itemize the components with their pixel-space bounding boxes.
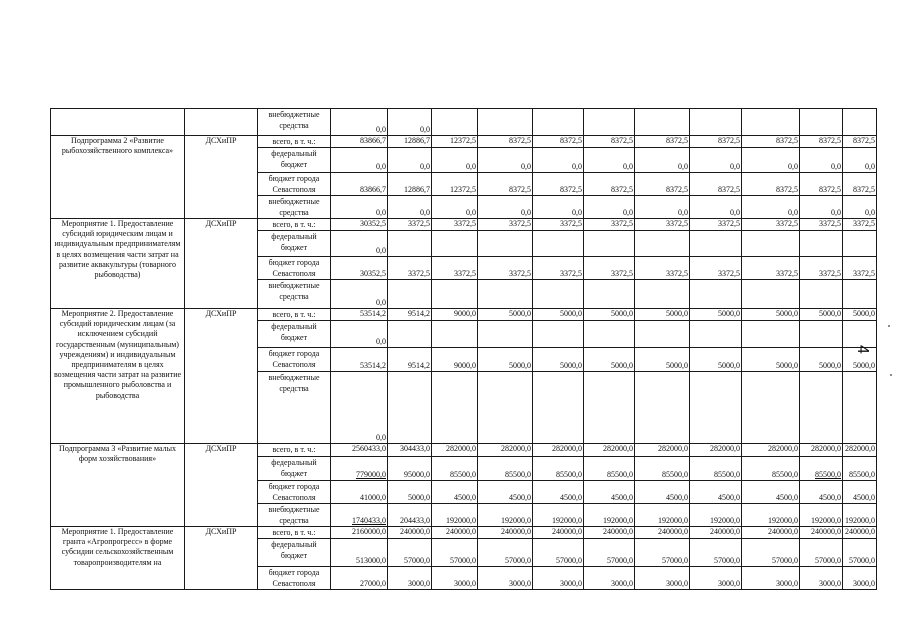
amount-cell: 4500,0 <box>843 481 877 504</box>
amount-cell <box>800 321 843 348</box>
amount-cell: 12886,7 <box>388 136 432 148</box>
amount-cell: 5000,0 <box>635 309 690 321</box>
amount-cell <box>388 231 432 257</box>
amount-cell: 3372,5 <box>432 257 478 280</box>
amount-cell: 8372,5 <box>742 136 800 148</box>
amount-cell: 0,0 <box>533 196 584 219</box>
amount-cell: 4500,0 <box>533 481 584 504</box>
amount-cell <box>800 372 843 444</box>
amount-cell: 282000,0 <box>690 444 742 457</box>
amount-cell: 5000,0 <box>533 309 584 321</box>
funding-source-cell: внебюджетные средства <box>258 280 331 309</box>
amount-cell: 0,0 <box>478 148 533 173</box>
amount-cell <box>690 321 742 348</box>
amount-cell: 85500,0 <box>742 457 800 481</box>
amount-cell: 3372,5 <box>635 219 690 231</box>
amount-cell: 3372,5 <box>800 219 843 231</box>
amount-cell <box>533 109 584 136</box>
amount-cell: 3000,0 <box>432 567 478 590</box>
amount-cell: 8372,5 <box>533 136 584 148</box>
amount-cell <box>432 231 478 257</box>
amount-cell: 3372,5 <box>533 257 584 280</box>
amount-cell: 192000,0 <box>432 504 478 527</box>
amount-cell <box>742 321 800 348</box>
funding-source-cell: внебюджетные средства <box>258 504 331 527</box>
amount-cell: 0,0 <box>388 148 432 173</box>
amount-cell: 1740433,0 <box>331 504 388 527</box>
table-row <box>51 109 877 136</box>
amount-cell: 27000,0 <box>331 567 388 590</box>
amount-cell: 3372,5 <box>800 257 843 280</box>
amount-cell <box>584 109 635 136</box>
table-row <box>51 219 877 231</box>
funding-source-cell: федеральный бюджет <box>258 457 331 481</box>
amount-cell: 5000,0 <box>843 348 877 372</box>
amount-cell: 5000,0 <box>533 348 584 372</box>
amount-cell: 4500,0 <box>432 481 478 504</box>
amount-cell: 41000,0 <box>331 481 388 504</box>
amount-cell: 0,0 <box>331 280 388 309</box>
funding-source-cell: всего, в т. ч.: <box>258 309 331 321</box>
amount-cell: 57000,0 <box>584 539 635 567</box>
funding-source-cell: бюджет города Севастополя <box>258 348 331 372</box>
amount-cell: 0,0 <box>690 148 742 173</box>
amount-cell: 3372,5 <box>584 219 635 231</box>
budget-table <box>50 108 877 590</box>
amount-cell: 5000,0 <box>584 309 635 321</box>
amount-cell <box>843 321 877 348</box>
amount-cell <box>635 109 690 136</box>
responsible-cell: ДСХиПР <box>185 309 258 444</box>
amount-cell: 0,0 <box>800 196 843 219</box>
amount-cell <box>533 280 584 309</box>
amount-cell <box>388 321 432 348</box>
amount-cell <box>584 321 635 348</box>
amount-cell <box>533 231 584 257</box>
amount-cell: 0,0 <box>331 372 388 444</box>
amount-cell: 9000,0 <box>432 348 478 372</box>
amount-cell: 3372,5 <box>690 219 742 231</box>
amount-cell: 9514,2 <box>388 348 432 372</box>
amount-cell: 57000,0 <box>635 539 690 567</box>
funding-source-cell: всего, в т. ч.: <box>258 219 331 231</box>
amount-cell: 30352,5 <box>331 219 388 231</box>
amount-cell: 3372,5 <box>635 257 690 280</box>
amount-cell <box>533 321 584 348</box>
amount-cell: 0,0 <box>635 148 690 173</box>
amount-cell: 240000,0 <box>432 527 478 539</box>
amount-cell: 0,0 <box>388 196 432 219</box>
amount-cell: 3000,0 <box>533 567 584 590</box>
amount-cell: 240000,0 <box>843 527 877 539</box>
amount-cell: 85500,0 <box>584 457 635 481</box>
amount-cell: 3000,0 <box>690 567 742 590</box>
amount-cell: 8372,5 <box>533 173 584 196</box>
amount-cell: 8372,5 <box>742 173 800 196</box>
amount-cell: 3000,0 <box>742 567 800 590</box>
amount-cell: 3372,5 <box>388 219 432 231</box>
amount-cell: 4500,0 <box>690 481 742 504</box>
amount-cell: 85500,0 <box>843 457 877 481</box>
amount-cell: 8372,5 <box>635 173 690 196</box>
amount-cell: 9514,2 <box>388 309 432 321</box>
amount-cell: 513000,0 <box>331 539 388 567</box>
table-row <box>51 527 877 539</box>
amount-cell: 240000,0 <box>478 527 533 539</box>
amount-cell: 192000,0 <box>800 504 843 527</box>
amount-cell: 8372,5 <box>478 136 533 148</box>
amount-cell <box>843 109 877 136</box>
amount-cell <box>432 280 478 309</box>
amount-cell: 282000,0 <box>742 444 800 457</box>
amount-cell: 192000,0 <box>533 504 584 527</box>
amount-cell: 204433,0 <box>388 504 432 527</box>
amount-cell <box>478 321 533 348</box>
amount-cell: 85500,0 <box>635 457 690 481</box>
amount-cell: 192000,0 <box>478 504 533 527</box>
amount-cell: 240000,0 <box>690 527 742 539</box>
amount-cell: 5000,0 <box>478 348 533 372</box>
measure-name-cell: Подпрограмма 3 «Развитие малых форм хозяйствования» <box>51 444 185 527</box>
amount-cell: 8372,5 <box>635 136 690 148</box>
amount-cell: 5000,0 <box>800 348 843 372</box>
amount-cell: 95000,0 <box>388 457 432 481</box>
amount-cell: 282000,0 <box>635 444 690 457</box>
amount-cell: 85500,0 <box>533 457 584 481</box>
funding-source-cell: всего, в т. ч.: <box>258 527 331 539</box>
amount-cell: 5000,0 <box>690 348 742 372</box>
amount-cell: 12372,5 <box>432 173 478 196</box>
amount-cell: 192000,0 <box>843 504 877 527</box>
amount-cell: 8372,5 <box>800 136 843 148</box>
amount-cell <box>742 231 800 257</box>
amount-cell <box>432 321 478 348</box>
amount-cell: 8372,5 <box>584 136 635 148</box>
amount-cell <box>478 280 533 309</box>
funding-source-cell: федеральный бюджет <box>258 539 331 567</box>
amount-cell: 4500,0 <box>478 481 533 504</box>
amount-cell: 8372,5 <box>478 173 533 196</box>
amount-cell: 3372,5 <box>843 257 877 280</box>
funding-source-cell: бюджет города Севастополя <box>258 481 331 504</box>
amount-cell: 5000,0 <box>388 481 432 504</box>
amount-cell: 8372,5 <box>584 173 635 196</box>
amount-cell: 2560433,0 <box>331 444 388 457</box>
amount-cell: 4500,0 <box>800 481 843 504</box>
amount-cell: 240000,0 <box>635 527 690 539</box>
amount-cell <box>800 109 843 136</box>
funding-source-cell: федеральный бюджет <box>258 231 331 257</box>
amount-cell: 0,0 <box>690 196 742 219</box>
amount-cell <box>432 372 478 444</box>
amount-cell: 57000,0 <box>388 539 432 567</box>
amount-cell: 30352,5 <box>331 257 388 280</box>
amount-cell <box>584 280 635 309</box>
amount-cell: 0,0 <box>432 148 478 173</box>
amount-cell: 12372,5 <box>432 136 478 148</box>
page-number: 4 <box>854 345 871 354</box>
amount-cell: 0,0 <box>584 196 635 219</box>
amount-cell: 3372,5 <box>432 219 478 231</box>
measure-name-cell: Мероприятие 1. Предоставление субсидий юридическим лицам и индивидуальным предпринимателям в целях возмещения части затрат на развитие аквакультуры (товарного рыбоводства) <box>51 219 185 309</box>
amount-cell <box>635 231 690 257</box>
amount-cell: 83866,7 <box>331 173 388 196</box>
amount-cell: 240000,0 <box>800 527 843 539</box>
amount-cell: 240000,0 <box>742 527 800 539</box>
amount-cell <box>635 280 690 309</box>
amount-cell: 3372,5 <box>478 219 533 231</box>
amount-cell: 8372,5 <box>843 173 877 196</box>
responsible-cell: ДСХиПР <box>185 219 258 309</box>
amount-cell: 2160000,0 <box>331 527 388 539</box>
amount-cell: 3372,5 <box>843 219 877 231</box>
amount-cell: 8372,5 <box>690 136 742 148</box>
amount-cell <box>690 231 742 257</box>
amount-cell: 282000,0 <box>584 444 635 457</box>
amount-cell <box>742 109 800 136</box>
amount-cell: 0,0 <box>800 148 843 173</box>
amount-cell: 0,0 <box>331 231 388 257</box>
amount-cell: 0,0 <box>742 196 800 219</box>
funding-source-cell: всего, в т. ч.: <box>258 136 331 148</box>
amount-cell: 4500,0 <box>742 481 800 504</box>
amount-cell <box>690 280 742 309</box>
amount-cell: 57000,0 <box>843 539 877 567</box>
amount-cell: 3000,0 <box>388 567 432 590</box>
amount-cell: 8372,5 <box>800 173 843 196</box>
amount-cell: 53514,2 <box>331 348 388 372</box>
amount-cell: 5000,0 <box>843 309 877 321</box>
amount-cell: 282000,0 <box>478 444 533 457</box>
responsible-cell: ДСХиПР <box>185 136 258 219</box>
measure-name-cell <box>51 109 185 136</box>
amount-cell: 0,0 <box>478 196 533 219</box>
amount-cell: 0,0 <box>331 196 388 219</box>
amount-cell: 57000,0 <box>533 539 584 567</box>
amount-cell: 282000,0 <box>432 444 478 457</box>
funding-source-cell: бюджет города Севастополя <box>258 257 331 280</box>
amount-cell: 0,0 <box>584 148 635 173</box>
amount-cell <box>533 372 584 444</box>
amount-cell <box>843 280 877 309</box>
amount-cell <box>843 372 877 444</box>
amount-cell: 85500,0 <box>690 457 742 481</box>
amount-cell: 57000,0 <box>800 539 843 567</box>
amount-cell: 0,0 <box>843 196 877 219</box>
amount-cell: 5000,0 <box>800 309 843 321</box>
amount-cell: 3372,5 <box>533 219 584 231</box>
amount-cell <box>690 372 742 444</box>
amount-cell: 779000,0 <box>331 457 388 481</box>
amount-cell <box>843 231 877 257</box>
amount-cell <box>635 372 690 444</box>
amount-cell: 0,0 <box>331 148 388 173</box>
amount-cell: 240000,0 <box>388 527 432 539</box>
amount-cell: 57000,0 <box>478 539 533 567</box>
amount-cell: 0,0 <box>331 109 388 136</box>
amount-cell: 53514,2 <box>331 309 388 321</box>
amount-cell: 304433,0 <box>388 444 432 457</box>
table-row <box>51 309 877 321</box>
amount-cell: 9000,0 <box>432 309 478 321</box>
amount-cell: 3372,5 <box>742 219 800 231</box>
measure-name-cell: Мероприятие 2. Предоставление субсидий юридическим лицам (за исключением субсидий государственным (муниципальным) учреждениям) и индивидуальным предпринимателям в целях возмещения части затрат на развитие промышленного рыболовства и рыбоводства <box>51 309 185 444</box>
funding-source-cell: внебюджетные средства <box>258 196 331 219</box>
amount-cell: 240000,0 <box>533 527 584 539</box>
amount-cell: 5000,0 <box>742 348 800 372</box>
responsible-cell: ДСХиПР <box>185 527 258 590</box>
amount-cell: 3372,5 <box>388 257 432 280</box>
amount-cell: 85500,0 <box>800 457 843 481</box>
amount-cell: 0,0 <box>388 109 432 136</box>
amount-cell: 57000,0 <box>432 539 478 567</box>
amount-cell <box>742 372 800 444</box>
table-row <box>51 136 877 148</box>
amount-cell: 0,0 <box>635 196 690 219</box>
amount-cell: 3000,0 <box>635 567 690 590</box>
funding-source-cell: бюджет города Севастополя <box>258 567 331 590</box>
amount-cell: 3000,0 <box>584 567 635 590</box>
amount-cell: 192000,0 <box>690 504 742 527</box>
amount-cell: 3372,5 <box>690 257 742 280</box>
amount-cell <box>432 109 478 136</box>
amount-cell: 0,0 <box>331 321 388 348</box>
funding-source-cell: внебюджетные средства <box>258 372 331 444</box>
funding-source-cell: бюджет города Севастополя <box>258 173 331 196</box>
amount-cell: 5000,0 <box>584 348 635 372</box>
amount-cell: 0,0 <box>432 196 478 219</box>
amount-cell: 85500,0 <box>432 457 478 481</box>
amount-cell <box>388 372 432 444</box>
amount-cell: 8372,5 <box>690 173 742 196</box>
amount-cell: 12886,7 <box>388 173 432 196</box>
amount-cell: 5000,0 <box>690 309 742 321</box>
measure-name-cell: Мероприятие 1. Предоставление гранта «Агропрогресс» в форме субсидии сельскохозяйственным товаропроизводителям на <box>51 527 185 590</box>
amount-cell: 5000,0 <box>635 348 690 372</box>
amount-cell: 5000,0 <box>742 309 800 321</box>
scan-speck <box>890 374 892 376</box>
amount-cell <box>584 231 635 257</box>
amount-cell: 0,0 <box>742 148 800 173</box>
amount-cell: 3372,5 <box>584 257 635 280</box>
amount-cell: 57000,0 <box>690 539 742 567</box>
responsible-cell: ДСХиПР <box>185 444 258 527</box>
amount-cell: 57000,0 <box>742 539 800 567</box>
amount-cell: 4500,0 <box>635 481 690 504</box>
amount-cell: 192000,0 <box>635 504 690 527</box>
amount-cell: 8372,5 <box>843 136 877 148</box>
amount-cell: 282000,0 <box>533 444 584 457</box>
amount-cell: 192000,0 <box>584 504 635 527</box>
amount-cell <box>800 231 843 257</box>
amount-cell <box>635 321 690 348</box>
funding-source-cell: федеральный бюджет <box>258 321 331 348</box>
amount-cell <box>800 280 843 309</box>
amount-cell <box>742 280 800 309</box>
amount-cell: 83866,7 <box>331 136 388 148</box>
amount-cell <box>584 372 635 444</box>
amount-cell: 282000,0 <box>800 444 843 457</box>
responsible-cell <box>185 109 258 136</box>
funding-source-cell: внебюджетные средства <box>258 109 331 136</box>
amount-cell: 192000,0 <box>742 504 800 527</box>
amount-cell <box>388 280 432 309</box>
amount-cell: 4500,0 <box>584 481 635 504</box>
amount-cell: 5000,0 <box>478 309 533 321</box>
amount-cell: 0,0 <box>533 148 584 173</box>
amount-cell <box>478 231 533 257</box>
amount-cell: 0,0 <box>843 148 877 173</box>
amount-cell: 3372,5 <box>742 257 800 280</box>
funding-source-cell: всего, в т. ч.: <box>258 444 331 457</box>
amount-cell: 3372,5 <box>478 257 533 280</box>
table-row <box>51 444 877 457</box>
amount-cell <box>690 109 742 136</box>
amount-cell <box>478 372 533 444</box>
scan-speck <box>888 325 890 327</box>
amount-cell <box>478 109 533 136</box>
amount-cell: 3000,0 <box>843 567 877 590</box>
measure-name-cell: Подпрограмма 2 «Развитие рыбохозяйственного комплекса» <box>51 136 185 219</box>
amount-cell: 3000,0 <box>478 567 533 590</box>
amount-cell: 240000,0 <box>584 527 635 539</box>
funding-source-cell: федеральный бюджет <box>258 148 331 173</box>
amount-cell: 282000,0 <box>843 444 877 457</box>
amount-cell: 3000,0 <box>800 567 843 590</box>
amount-cell: 85500,0 <box>478 457 533 481</box>
